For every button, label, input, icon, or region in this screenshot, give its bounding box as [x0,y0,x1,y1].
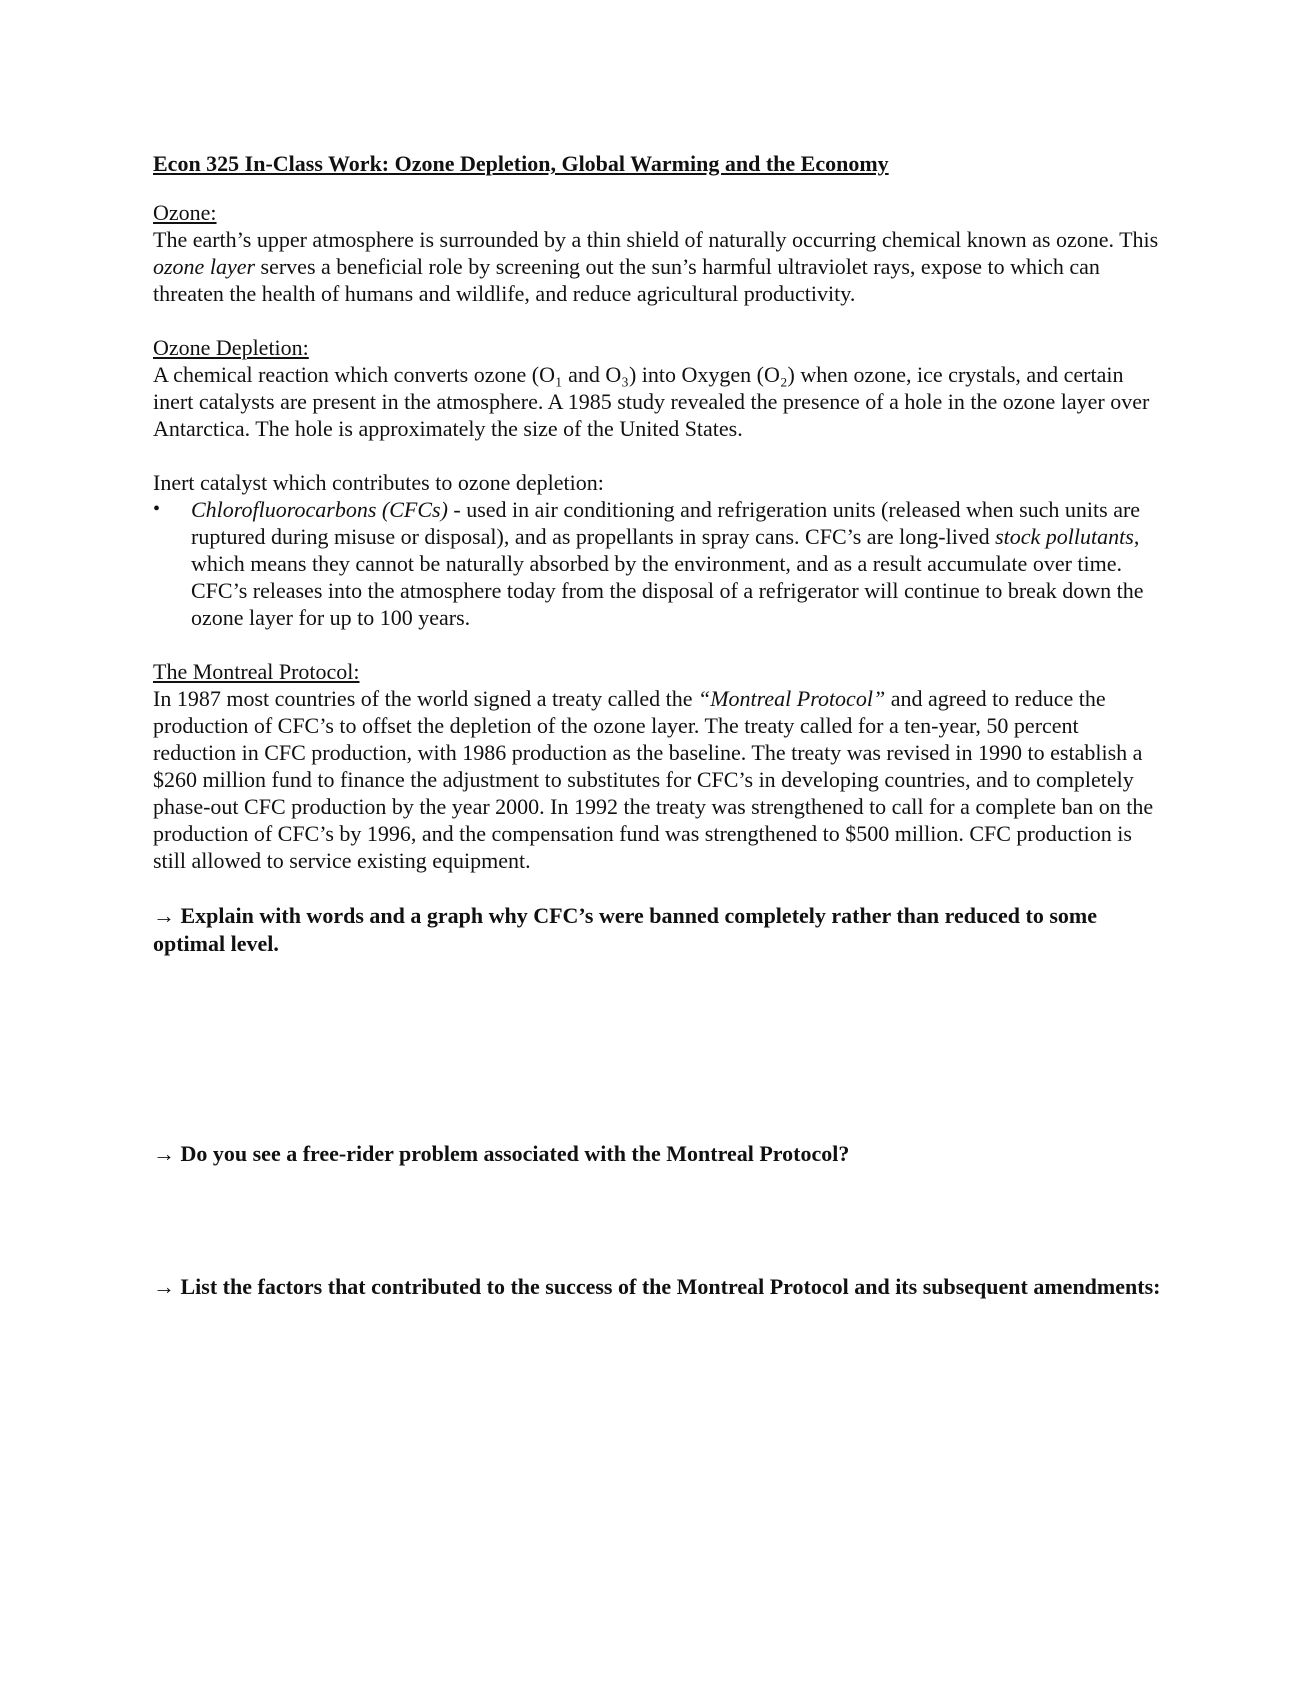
ozone-section [153,199,1163,307]
question-free-rider: → Do you see a free-rider problem associated with the Montreal Protocol? [153,1141,850,1166]
protocol-text-start: In 1987 most countries of the world signed a treaty called the [153,686,698,711]
depletion-paragraph: A chemical reaction which converts ozone (O₁ and O₃) into Oxygen (O₂) when ozone, ice crystals, and certain inert catalysts are present in the atmosphere. A 1985 study revealed the presence of a hole in the ozone layer over Antarctica. The hole is approximately the size of the United States. [153,362,1150,441]
cfc-text-2: , which means they cannot be naturally absorbed by the environment, and as a result accumulate over time. CFC’s releases into the atmosphere today from the disposal of a refrigerator will continue to break down the ozone layer for up to 100 years. [191,524,1144,630]
cfc-text-1: - used in air conditioning and refrigeration units (released when such units are ruptured during misuse or disposal), and as propellants in spray cans. CFC’s are long-lived [191,497,1141,549]
ozone-layer-term: ozone layer [153,254,256,279]
cfc-bullet-item [153,496,1163,631]
worksheet-page [153,150,1163,1301]
depletion-heading: Ozone Depletion: [153,335,309,360]
catalyst-label: Inert catalyst which contributes to ozone depletion: [153,470,604,495]
ozone-text-end: serves a beneficial role by screening out the sun’s harmful ultraviolet rays, expose to which can threaten the health of humans and wildlife, and reduce agricultural productivity. [153,254,1100,306]
cfc-bullet-text [191,496,1163,631]
protocol-paragraph [153,685,1163,874]
montreal-protocol-term: “Montreal Protocol” [697,686,886,711]
depletion-section [153,334,1163,442]
page-title: Econ 325 In-Class Work: Ozone Depletion, Global Warming and the Economy [153,151,889,176]
protocol-text-end: and agreed to reduce the production of CFC’s to offset the depletion of the ozone layer. The treaty called for a ten-year, 50 percent reduction in CFC production, with 1986 production as the baseline. The treaty was revised in 1990 to establish a $260 million fund to finance the adjustment to substitutes for CFC’s in developing countries, and to completely phase-out CFC production by the year 2000. In 1992 the treaty was strengthened to call for a complete ban on the production of CFC’s by 1996, and the compensation fund was strengthened to $500 million. CFC production is still allowed to service existing equipment. [153,686,1154,873]
protocol-heading: The Montreal Protocol: [153,659,360,684]
question-ban-explanation: → Explain with words and a graph why CFC’s were banned completely rather than reduced to some optimal level. [153,903,1097,956]
question-success-factors: → List the factors that contributed to the success of the Montreal Protocol and its subsequent amendments: [153,1274,1161,1299]
ozone-text-start: The earth’s upper atmosphere is surrounded by a thin shield of naturally occurring chemical known as ozone. This [153,227,1159,252]
stock-pollutants-term: stock pollutants [995,524,1134,549]
ozone-paragraph [153,226,1163,307]
cfc-term: Chlorofluorocarbons (CFCs) [191,497,448,522]
ozone-heading: Ozone: [153,200,217,225]
bullet-icon: • [153,498,161,520]
protocol-section [153,658,1163,874]
catalyst-section [153,469,1163,631]
